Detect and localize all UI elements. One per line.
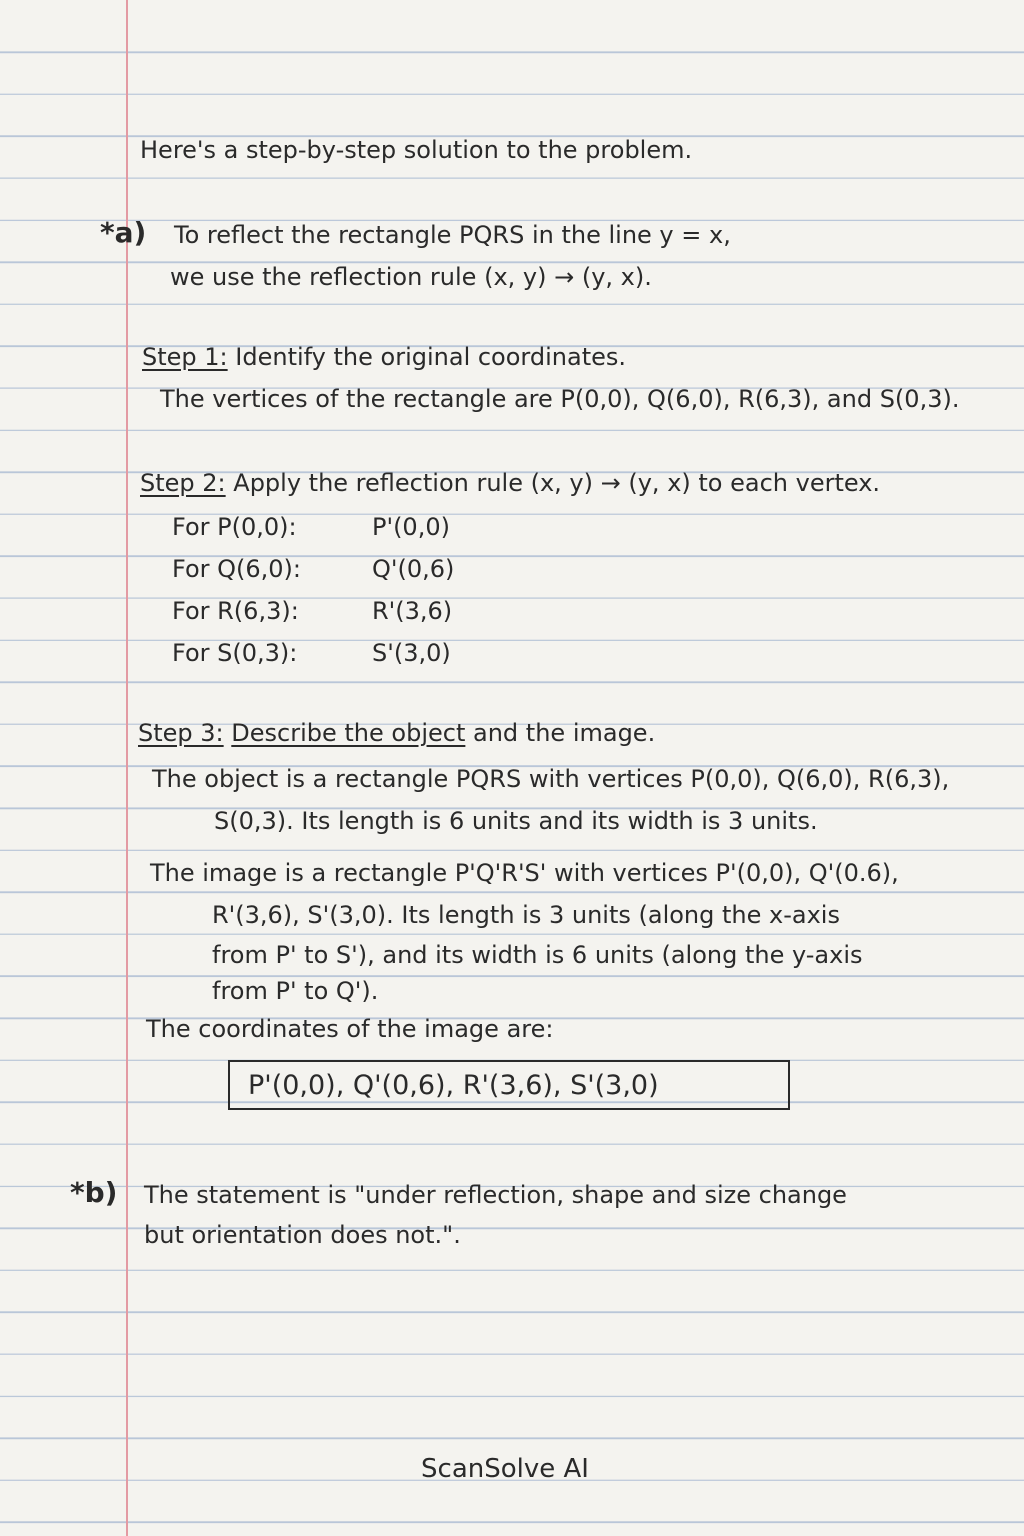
part-a-marker: *a) xyxy=(100,216,147,249)
step2-row-label: For S(0,3): xyxy=(172,639,298,667)
step2-row-label: For Q(6,0): xyxy=(172,555,301,583)
footer-brand: ScanSolve AI xyxy=(421,1454,589,1484)
step2-row-label: For P(0,0): xyxy=(172,513,297,541)
object-line: S(0,3). Its length is 6 units and its width is 3 units. xyxy=(214,807,818,835)
step2-line xyxy=(140,468,880,498)
part-b-line: The statement is "under reflection, shape and size change xyxy=(144,1181,847,1209)
answer-text: P'(0,0), Q'(0,6), R'(3,6), S'(3,0) xyxy=(248,1070,659,1101)
object-line: The object is a rectangle PQRS with vertices P(0,0), Q(6,0), R(6,3), xyxy=(152,765,950,793)
image-line: from P' to S'), and its width is 6 units (along the y-axis xyxy=(212,941,863,969)
step2-row-label: For R(6,3): xyxy=(172,597,299,625)
step3-title-rest: and the image. xyxy=(473,719,656,747)
step2-row-value: S'(3,0) xyxy=(372,639,451,667)
step1-line xyxy=(142,342,626,372)
step3-line xyxy=(138,718,655,748)
image-line: The image is a rectangle P'Q'R'S' with vertices P'(0,0), Q'(0.6), xyxy=(150,859,899,887)
image-line: R'(3,6), S'(3,0). Its length is 3 units (along the x-axis xyxy=(212,901,840,929)
step2-title: Apply the reflection rule (x, y) → (y, x) to each vertex. xyxy=(233,469,881,497)
part-a-line2: we use the reflection rule (x, y) → (y, x). xyxy=(170,263,652,291)
part-b-marker: *b) xyxy=(70,1176,118,1209)
step1-heading: Step 1: xyxy=(142,343,228,371)
step2-row-value: R'(3,6) xyxy=(372,597,453,625)
step2-row-value: Q'(0,6) xyxy=(372,555,455,583)
image-line: from P' to Q'). xyxy=(212,977,379,1005)
step1-text: The vertices of the rectangle are P(0,0), Q(6,0), R(6,3), and S(0,3). xyxy=(160,385,960,413)
step3-title-underlined: Describe the object xyxy=(231,719,466,747)
step2-row-value: P'(0,0) xyxy=(372,513,450,541)
step2-heading: Step 2: xyxy=(140,469,226,497)
coords-intro: The coordinates of the image are: xyxy=(146,1015,554,1043)
answer-box xyxy=(228,1060,790,1110)
step3-heading: Step 3: xyxy=(138,719,224,747)
part-b-line: but orientation does not.". xyxy=(144,1221,461,1249)
intro-text: Here's a step-by-step solution to the problem. xyxy=(140,136,693,164)
step1-title: Identify the original coordinates. xyxy=(235,343,626,371)
part-a-line1: To reflect the rectangle PQRS in the line y = x, xyxy=(174,221,731,249)
